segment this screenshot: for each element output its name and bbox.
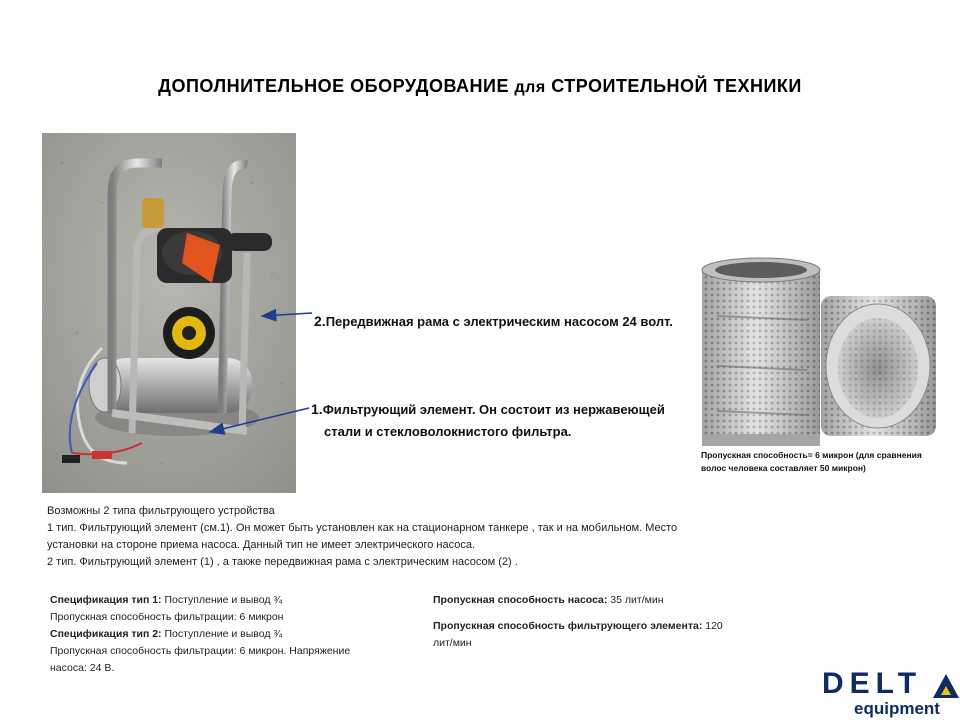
callout-filter-element [311, 398, 665, 443]
spec-left [50, 592, 390, 677]
logo-subtitle: equipment [854, 699, 940, 718]
filter-caption-line2: волос человека составляет 50 микрон) [701, 463, 866, 473]
spec2-voltage: насоса: 24 В. [50, 662, 115, 674]
callout-2-number: 2. [314, 313, 326, 329]
filter-caption-line1: Пропускная способность= 6 микрон (для сравнения [701, 450, 922, 460]
device-types-text [47, 503, 707, 571]
callout-1-line2: стали и стекловолокнистого фильтра. [324, 424, 572, 439]
spec2-filtration: Пропускная способность фильтрации: 6 микрон. Напряжение [50, 645, 351, 657]
title-main: ДОПОЛНИТЕЛЬНОЕ ОБОРУДОВАНИЕ [158, 76, 509, 96]
element-capacity-value: 120 [702, 620, 723, 632]
callout-1-number: 1. [311, 401, 323, 417]
element-capacity-unit: лит/мин [433, 637, 472, 649]
pump-capacity-value: 35 лит/мин [607, 594, 664, 606]
spec2-value: Поступление и вывод ¾ [161, 628, 283, 640]
type2-line: 2 тип. Фильтрующий элемент (1) , а также передвижная рама с электрическим насосом (2) . [47, 556, 518, 568]
spec2-row [50, 626, 390, 643]
callout-2-text: Передвижная рама с электрическим насосом 24 волт. [325, 314, 673, 329]
type1-line1: 1 тип. Фильтрующий элемент (см.1). Он может быть установлен как на стационарном танкере , так и на мобильном. Место [47, 522, 678, 534]
spec-right [433, 592, 733, 652]
pump-capacity-label: Пропускная способность насоса: [433, 594, 608, 606]
type1-line2: установки на стороне приема насоса. Данный тип не имеет электрического насоса. [47, 539, 475, 551]
filter-caption [701, 449, 951, 475]
spec1-row [50, 592, 390, 609]
delta-equipment-logo [815, 667, 960, 720]
title-mid: для [514, 79, 546, 96]
callout-frame-pump [314, 313, 673, 329]
types-intro: Возможны 2 типа фильтрующего устройства [47, 505, 275, 517]
logo-triangle-icon [932, 673, 960, 699]
spec1-filtration: Пропускная способность фильтрации: 6 микрон [50, 611, 284, 623]
callout-1-line1: Фильтрующий элемент. Он состоит из нержавеющей [322, 402, 665, 417]
title-end: СТРОИТЕЛЬНОЙ ТЕХНИКИ [551, 76, 802, 96]
pump-capacity-row [433, 592, 733, 609]
filter-element-photo [697, 256, 947, 451]
element-capacity-label: Пропускная способность фильтрующего элемента: [433, 620, 703, 632]
pump-frame-photo [42, 133, 296, 493]
spec1-label: Спецификация тип 1: [50, 594, 162, 606]
spec2-label: Спецификация тип 2: [50, 628, 162, 640]
element-capacity-row [433, 618, 733, 652]
spec1-value: Поступление и вывод ¾ [161, 594, 283, 606]
logo-wordmark: DELT [822, 667, 923, 700]
page-title [0, 76, 960, 97]
